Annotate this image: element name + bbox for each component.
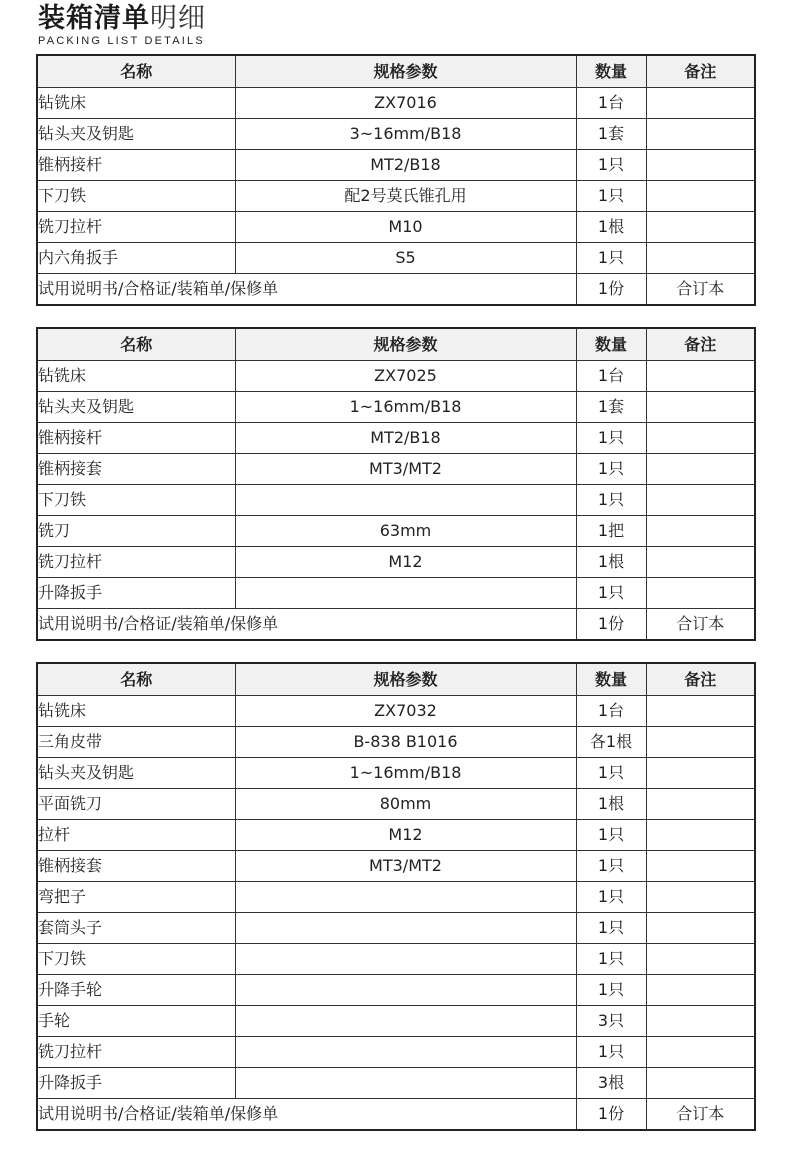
item-name: 下刀铁 <box>37 181 235 212</box>
item-spec <box>235 1006 576 1037</box>
title-bold: 装箱清单 <box>38 3 150 34</box>
item-qty: 1只 <box>576 454 646 485</box>
table-row <box>37 578 755 609</box>
table-header-row <box>37 328 755 361</box>
item-name: 升降扳手 <box>37 1068 235 1099</box>
table-row <box>37 758 755 789</box>
col-header-qty: 数量 <box>576 663 646 696</box>
item-note <box>646 212 755 243</box>
item-note <box>646 1068 755 1099</box>
docs-note: 合订本 <box>646 274 755 306</box>
item-qty: 1只 <box>576 975 646 1006</box>
item-spec: B-838 B1016 <box>235 727 576 758</box>
col-header-note: 备注 <box>646 328 755 361</box>
packing-table-zx7025 <box>36 327 756 641</box>
item-note <box>646 820 755 851</box>
col-header-spec: 规格参数 <box>235 55 576 88</box>
docs-qty: 1份 <box>576 274 646 306</box>
item-name: 钻铣床 <box>37 361 235 392</box>
table-row <box>37 181 755 212</box>
table-row <box>37 913 755 944</box>
table-row <box>37 1037 755 1068</box>
table-row <box>37 392 755 423</box>
table-row <box>37 1068 755 1099</box>
docs-qty: 1份 <box>576 609 646 641</box>
item-qty: 1只 <box>576 181 646 212</box>
item-spec: 3~16mm/B18 <box>235 119 576 150</box>
item-qty: 1只 <box>576 423 646 454</box>
item-name: 平面铣刀 <box>37 789 235 820</box>
page-subtitle: PACKING LIST DETAILS <box>38 35 205 47</box>
item-spec <box>235 944 576 975</box>
item-spec: 1~16mm/B18 <box>235 758 576 789</box>
col-header-note: 备注 <box>646 55 755 88</box>
item-spec: ZX7025 <box>235 361 576 392</box>
item-qty: 1根 <box>576 212 646 243</box>
item-qty: 1根 <box>576 789 646 820</box>
table-row <box>37 727 755 758</box>
table-row <box>37 516 755 547</box>
item-note <box>646 696 755 727</box>
table-footer-row <box>37 274 755 306</box>
item-name: 拉杆 <box>37 820 235 851</box>
packing-table-zx7016 <box>36 54 756 306</box>
table-header-row <box>37 663 755 696</box>
item-note <box>646 454 755 485</box>
table-row <box>37 851 755 882</box>
item-name: 锥柄接套 <box>37 454 235 485</box>
item-name: 铣刀拉杆 <box>37 1037 235 1068</box>
table-row <box>37 243 755 274</box>
col-header-spec: 规格参数 <box>235 663 576 696</box>
item-name: 手轮 <box>37 1006 235 1037</box>
table-row <box>37 696 755 727</box>
packing-table-zx7032 <box>36 662 756 1131</box>
item-spec: 63mm <box>235 516 576 547</box>
item-note <box>646 88 755 119</box>
table-row <box>37 212 755 243</box>
item-qty: 1只 <box>576 944 646 975</box>
item-qty: 各1根 <box>576 727 646 758</box>
item-spec: M12 <box>235 820 576 851</box>
title-light: 明细 <box>150 3 206 34</box>
item-note <box>646 851 755 882</box>
table-row <box>37 820 755 851</box>
item-qty: 1套 <box>576 392 646 423</box>
item-note <box>646 975 755 1006</box>
item-name: 铣刀拉杆 <box>37 547 235 578</box>
item-qty: 1只 <box>576 820 646 851</box>
item-name: 钻铣床 <box>37 696 235 727</box>
item-note <box>646 727 755 758</box>
table-row <box>37 150 755 181</box>
table-row <box>37 1006 755 1037</box>
item-note <box>646 547 755 578</box>
item-note <box>646 789 755 820</box>
item-spec <box>235 882 576 913</box>
docs-name: 试用说明书/合格证/装箱单/保修单 <box>37 609 576 641</box>
table-row <box>37 882 755 913</box>
item-spec: ZX7032 <box>235 696 576 727</box>
table-row <box>37 119 755 150</box>
item-spec: 80mm <box>235 789 576 820</box>
item-spec: M12 <box>235 547 576 578</box>
item-spec <box>235 1068 576 1099</box>
item-qty: 1只 <box>576 851 646 882</box>
item-spec: 配2号莫氏锥孔用 <box>235 181 576 212</box>
item-qty: 1只 <box>576 485 646 516</box>
item-qty: 1只 <box>576 882 646 913</box>
item-name: 升降扳手 <box>37 578 235 609</box>
item-qty: 1只 <box>576 913 646 944</box>
col-header-name: 名称 <box>37 55 235 88</box>
item-note <box>646 516 755 547</box>
item-spec <box>235 1037 576 1068</box>
item-spec <box>235 485 576 516</box>
table-row <box>37 423 755 454</box>
item-note <box>646 758 755 789</box>
table-row <box>37 944 755 975</box>
page-header <box>38 4 206 47</box>
item-qty: 1台 <box>576 88 646 119</box>
item-qty: 3只 <box>576 1006 646 1037</box>
item-name: 铣刀 <box>37 516 235 547</box>
table-row <box>37 361 755 392</box>
item-name: 钻头夹及钥匙 <box>37 758 235 789</box>
table-footer-row <box>37 609 755 641</box>
item-name: 升降手轮 <box>37 975 235 1006</box>
docs-note: 合订本 <box>646 1099 755 1131</box>
docs-qty: 1份 <box>576 1099 646 1131</box>
item-qty: 1台 <box>576 696 646 727</box>
item-qty: 1只 <box>576 150 646 181</box>
item-qty: 1只 <box>576 1037 646 1068</box>
item-note <box>646 243 755 274</box>
col-header-name: 名称 <box>37 663 235 696</box>
table-header-row <box>37 55 755 88</box>
item-name: 套筒头子 <box>37 913 235 944</box>
item-name: 下刀铁 <box>37 944 235 975</box>
item-spec <box>235 913 576 944</box>
item-name: 弯把子 <box>37 882 235 913</box>
table-footer-row <box>37 1099 755 1131</box>
item-note <box>646 1006 755 1037</box>
item-note <box>646 485 755 516</box>
item-spec: MT2/B18 <box>235 150 576 181</box>
table-row <box>37 789 755 820</box>
table-row <box>37 88 755 119</box>
item-note <box>646 181 755 212</box>
item-note <box>646 882 755 913</box>
item-note <box>646 150 755 181</box>
item-name: 铣刀拉杆 <box>37 212 235 243</box>
item-spec: MT2/B18 <box>235 423 576 454</box>
item-note <box>646 423 755 454</box>
item-name: 下刀铁 <box>37 485 235 516</box>
item-note <box>646 361 755 392</box>
item-spec: ZX7016 <box>235 88 576 119</box>
item-note <box>646 1037 755 1068</box>
page-title <box>38 4 206 34</box>
item-spec <box>235 975 576 1006</box>
item-name: 钻头夹及钥匙 <box>37 392 235 423</box>
item-qty: 3根 <box>576 1068 646 1099</box>
item-note <box>646 913 755 944</box>
item-qty: 1只 <box>576 243 646 274</box>
item-qty: 1把 <box>576 516 646 547</box>
docs-note: 合订本 <box>646 609 755 641</box>
item-name: 锥柄接套 <box>37 851 235 882</box>
item-note <box>646 119 755 150</box>
item-name: 三角皮带 <box>37 727 235 758</box>
docs-name: 试用说明书/合格证/装箱单/保修单 <box>37 1099 576 1131</box>
item-qty: 1根 <box>576 547 646 578</box>
item-name: 锥柄接杆 <box>37 423 235 454</box>
col-header-qty: 数量 <box>576 328 646 361</box>
item-qty: 1台 <box>576 361 646 392</box>
item-qty: 1只 <box>576 578 646 609</box>
table-row <box>37 485 755 516</box>
col-header-qty: 数量 <box>576 55 646 88</box>
item-qty: 1只 <box>576 758 646 789</box>
item-note <box>646 944 755 975</box>
item-qty: 1套 <box>576 119 646 150</box>
item-spec: M10 <box>235 212 576 243</box>
item-spec <box>235 578 576 609</box>
col-header-name: 名称 <box>37 328 235 361</box>
item-note <box>646 392 755 423</box>
table-row <box>37 454 755 485</box>
item-name: 锥柄接杆 <box>37 150 235 181</box>
item-spec: MT3/MT2 <box>235 454 576 485</box>
item-spec: 1~16mm/B18 <box>235 392 576 423</box>
table-row <box>37 547 755 578</box>
col-header-spec: 规格参数 <box>235 328 576 361</box>
item-spec: S5 <box>235 243 576 274</box>
table-row <box>37 975 755 1006</box>
item-spec: MT3/MT2 <box>235 851 576 882</box>
item-name: 钻铣床 <box>37 88 235 119</box>
item-note <box>646 578 755 609</box>
col-header-note: 备注 <box>646 663 755 696</box>
item-name: 内六角扳手 <box>37 243 235 274</box>
docs-name: 试用说明书/合格证/装箱单/保修单 <box>37 274 576 306</box>
item-name: 钻头夹及钥匙 <box>37 119 235 150</box>
